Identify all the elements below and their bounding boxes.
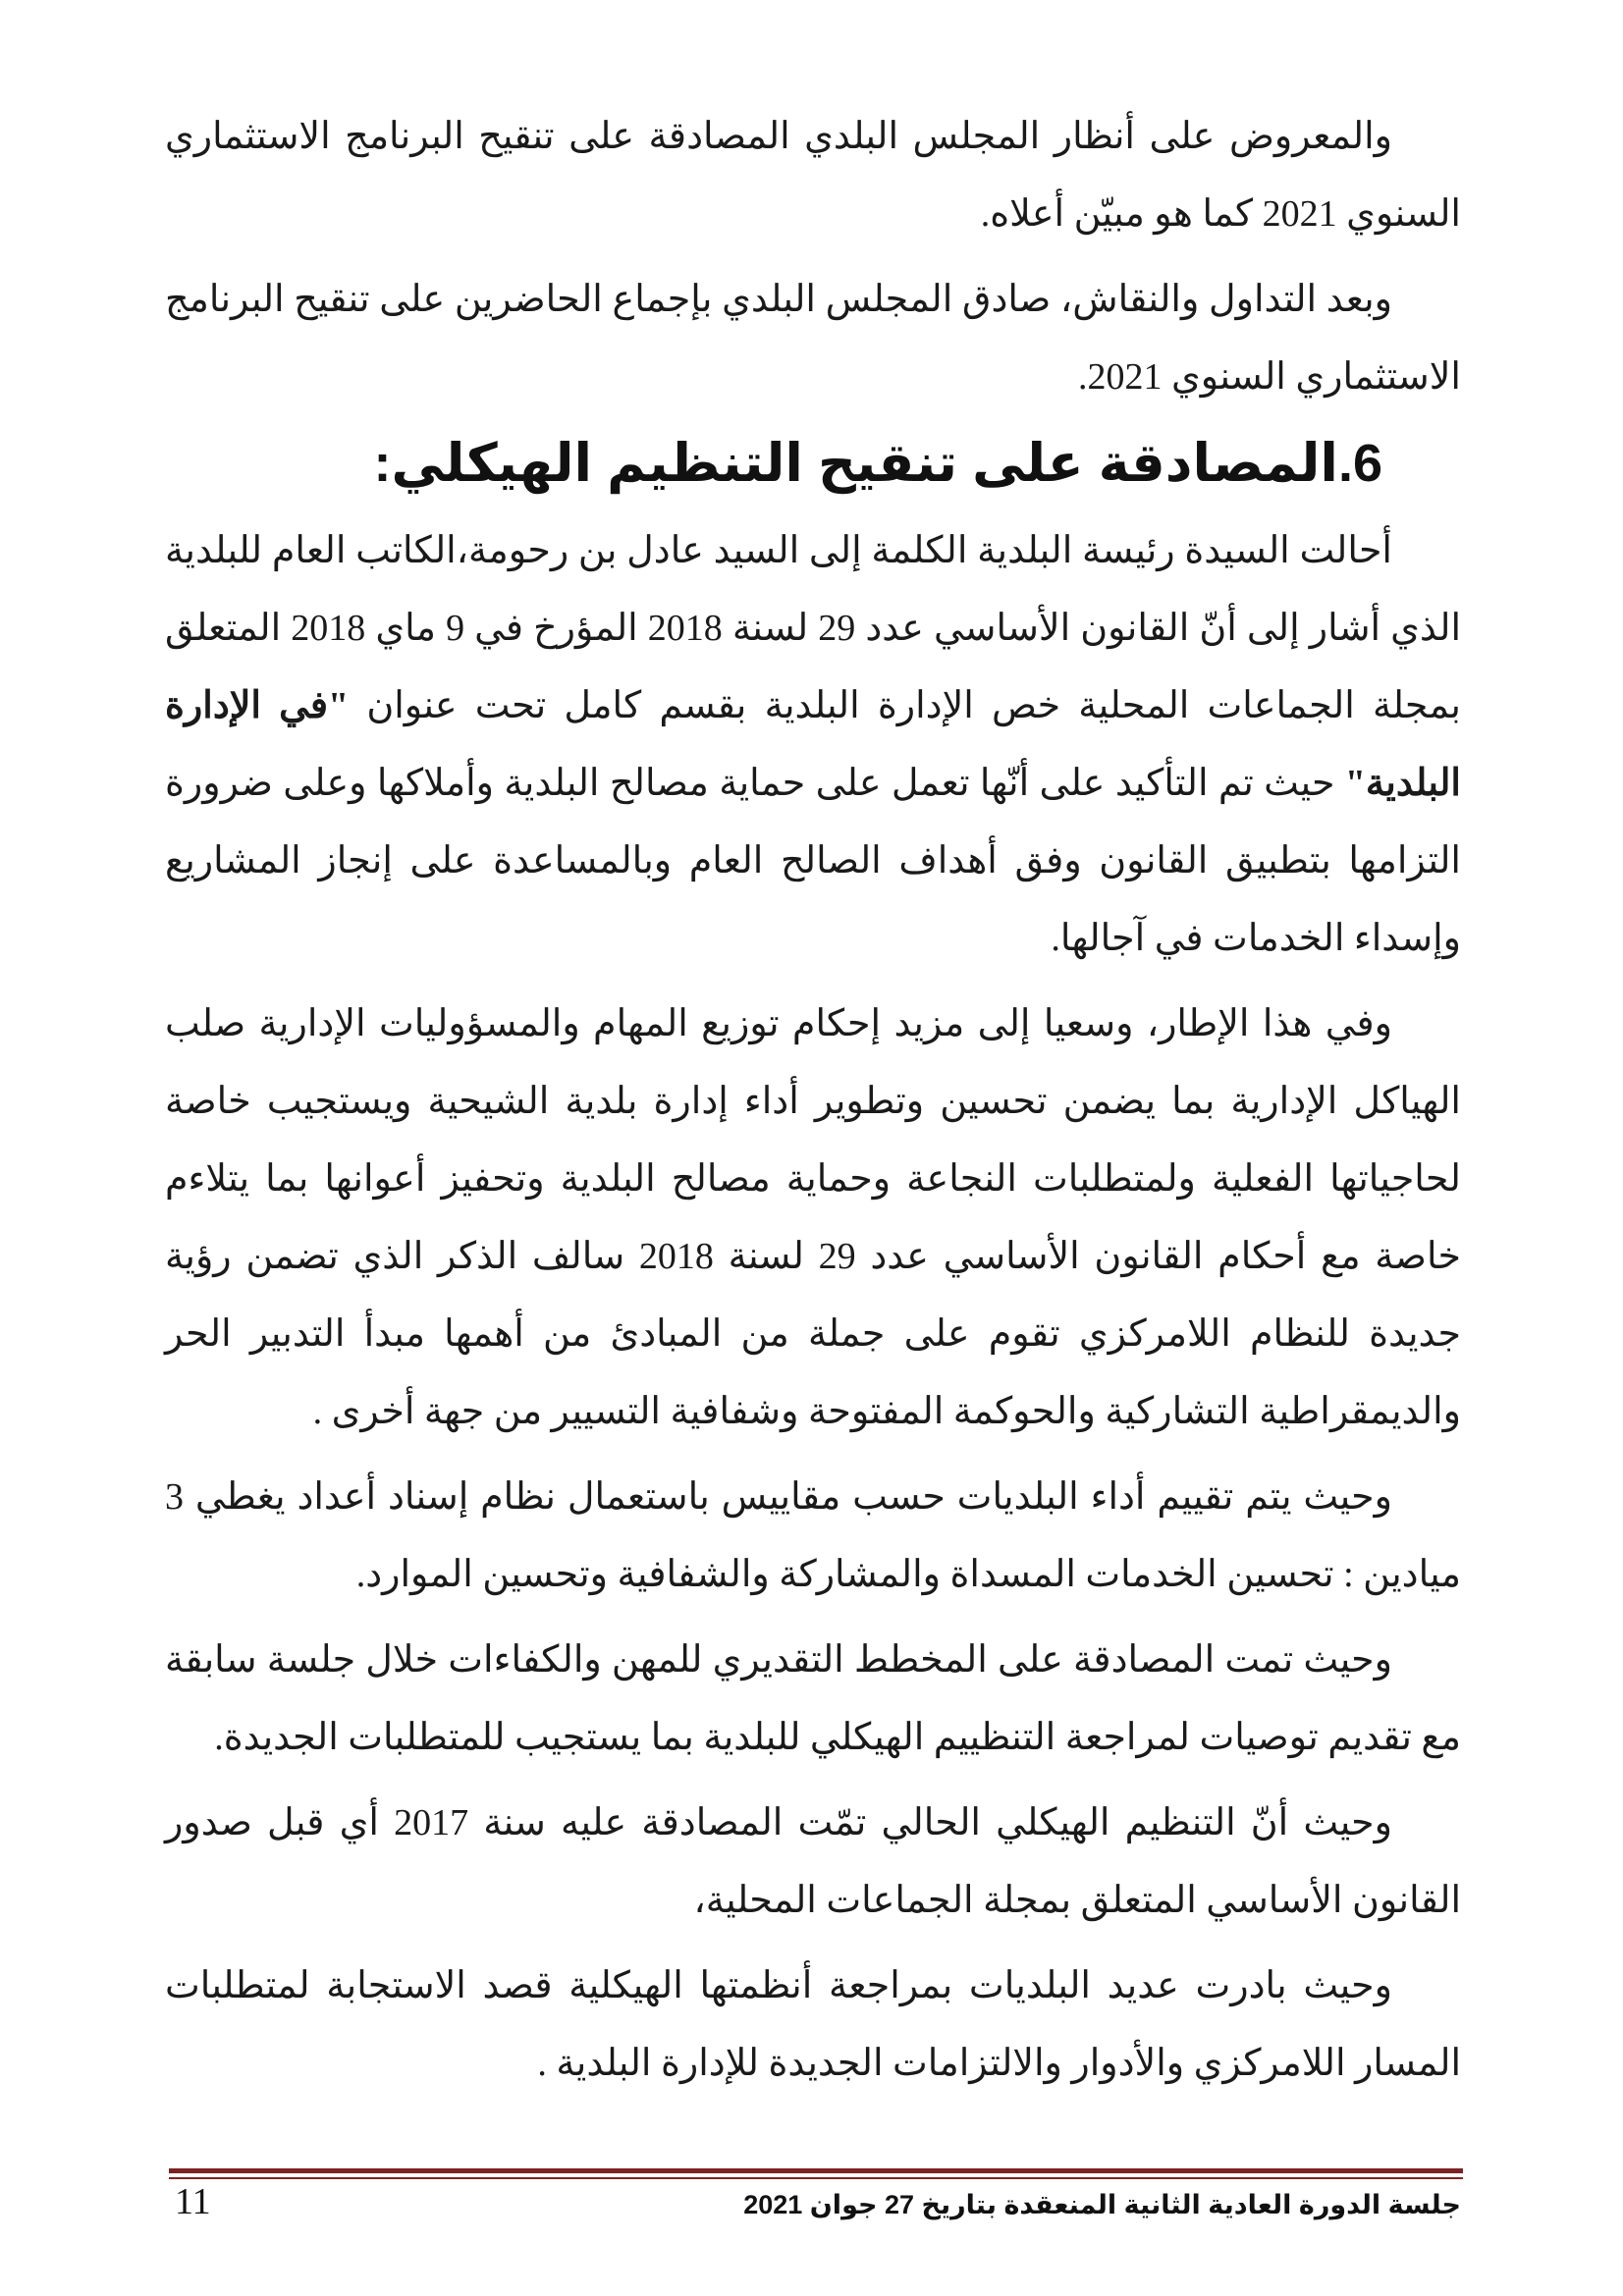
document-body bbox=[165, 98, 1461, 2110]
paragraph-text-part: حيث تم التأكيد على أنّها تعمل على حماية مصالح البلدية وأملاكها وعلى ضرورة التزامها بتطبيق القانون وفق أهداف الصالح العام وبالمساعدة على إنجاز المشاريع وإسداء الخدمات في آجالها. bbox=[165, 763, 1461, 959]
paragraph-program-submission: والمعروض على أنظار المجلس البلدي المصادقة على تنقيح البرنامج الاستثماري السنوي 2021 كما هو مبيّن أعلاه. bbox=[165, 116, 1461, 235]
quoted-section-title: "في الإدارة البلدية" bbox=[165, 685, 1461, 804]
footer-divider-thick bbox=[169, 2168, 1463, 2173]
page-number: 11 bbox=[175, 2181, 211, 2222]
section-heading: 6.المصادقة على تنقيح التنظيم الهيكلي: bbox=[373, 434, 1382, 493]
footer-session-title: جلسة الدورة العادية الثانية المنعقدة بتاريخ 27 جوان 2021 bbox=[743, 2190, 1461, 2219]
paragraph-program-approval: وبعد التداول والنقاش، صادق المجلس البلدي بإجماع الحاضرين على تنقيح البرنامج الاستثماري السنوي 2021. bbox=[165, 279, 1461, 398]
paragraph-current-structure: وحيث أنّ التنظيم الهيكلي الحالي تمّت المصادقة عليه سنة 2017 أي قبل صدور القانون الأساسي المتعلق بمجلة الجماعات المحلية، bbox=[165, 1802, 1461, 1921]
paragraph-competency-plan: وحيث تمت المصادقة على المخطط التقديري للمهن والكفاءات خلال جلسة سابقة مع تقديم توصيات لمراجعة التنظييم الهيكلي للبلدية بما يستجيب للمتطلبات الجديدة. bbox=[165, 1639, 1461, 1758]
paragraph-secretary-general-statement bbox=[165, 512, 1461, 978]
paragraph-text-part: أحالت السيدة رئيسة البلدية الكلمة إلى السيد عادل بن رحومة،الكاتب العام للبلدية الذي أشار إلى أنّ القانون الأساسي عدد 29 لسنة 2018 المؤرخ في 9 ماي 2018 المتعلق بمجلة الجماعات المحلية خص الإدارة البلدية بقسم كامل تحت عنوان bbox=[165, 530, 1461, 726]
footer-divider-thin bbox=[169, 2177, 1463, 2179]
paragraph-other-municipalities: وحيث بادرت عديد البلديات بمراجعة أنظمتها الهيكلية قصد الاستجابة لمتطلبات المسار اللامركزي والأدوار والالتزامات الجديدة للإدارة البلدية . bbox=[165, 1965, 1461, 2084]
paragraph-evaluation: وحيث يتم تقييم أداء البلديات حسب مقاييس باستعمال نظام إسناد أعداد يغطي 3 ميادين : تحسين الخدمات المسداة والمشاركة والشفافية وتحسين الموارد. bbox=[165, 1476, 1461, 1595]
paragraph-framework: وفي هذا الإطار، وسعيا إلى مزيد إحكام توزيع المهام والمسؤوليات الإدارية صلب الهياكل الإدارية بما يضمن تحسين وتطوير أداء إدارة بلدية الشيحية ويستجيب خاصة لحاجياتها الفعلية ولمتطلبات النجاعة وحماية مصالح البلدية وتحفيز أعوانها بما يتلاءم خاصة مع أحكام القانون الأساسي عدد 29 لسنة 2018 سالف الذكر الذي تضمن رؤية جديدة للنظام اللامركزي تقوم على جملة من المبادئ من أهمها مبدأ التدبير الحر والديمقراطية التشاركية والحوكمة المفتوحة وشفافية التسيير من جهة أخرى . bbox=[165, 1003, 1462, 1432]
